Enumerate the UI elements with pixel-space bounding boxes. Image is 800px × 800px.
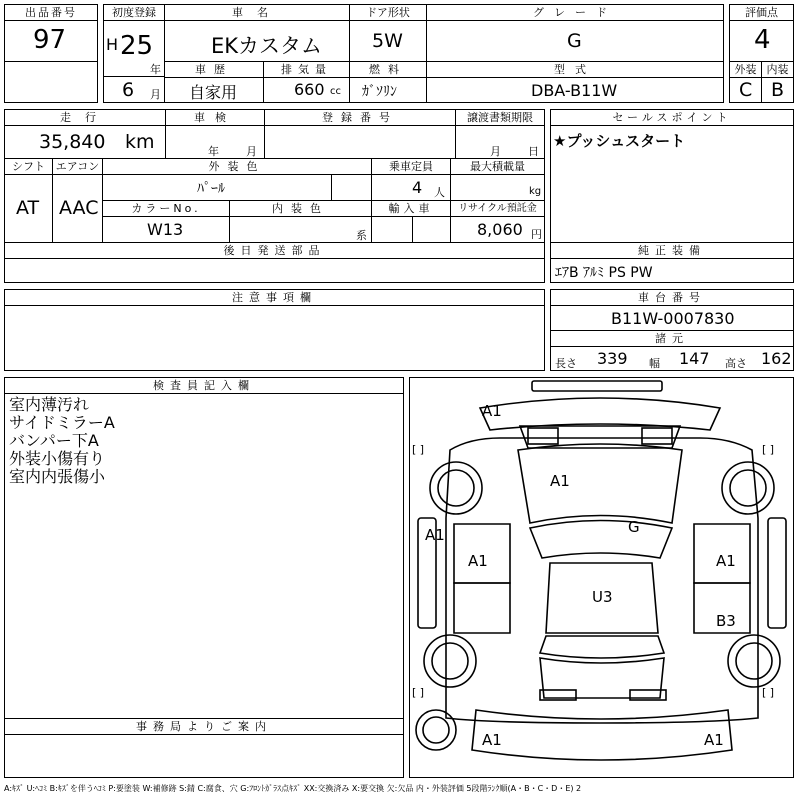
inspection-year-unit: 年 [208,145,219,158]
aircon-value: AAC [59,197,99,219]
height-value: 162 [761,349,792,368]
exterior-color-extra [331,174,372,201]
history-header: 車歴 [164,61,264,78]
fuel-header: 燃料 [349,61,427,78]
specs-header: 諸元 [550,330,794,347]
model-value: DBA-B11W [531,81,618,100]
color-number-header: カラーNo. [102,200,230,217]
month-value: 6 [122,79,135,101]
color-number-value: W13 [147,220,184,239]
sales-point-header: セールスポイント [550,109,794,126]
inspector-header: 検査員記入欄 [4,377,404,394]
hood-shape [518,444,682,523]
import-header: 輸入車 [371,200,451,217]
legend-text: A:ｷｽﾞ U:ﾍｺﾐ B:ｷｽﾞを伴うﾍｺﾐ P:要塗装 W:補修跡 S:錆 C:腐食、穴 G:ﾌﾛﾝﾄｶﾞﾗｽ点ｷｽﾞ XX:交換済み X:要交換 欠:欠品 内・外装評価 5段階ﾗﾝｸ順(A・B・C・D・E) 2 [4,784,582,793]
exterior-cell [729,77,762,103]
recycle-header: リサイクル預託金 [450,200,545,217]
color-number-cell [102,216,230,243]
month-unit: 月 [150,88,161,101]
import-cell-a [371,216,413,243]
grade-value: G [567,30,582,52]
capacity-value: 4 [412,178,423,197]
bracket-right-front: [ ] [762,443,775,456]
car-diagram [410,378,793,777]
rear-window-shape [540,636,664,658]
displacement-value: 660 [294,80,325,99]
fuel-cell [349,77,427,103]
capacity-unit: 人 [434,186,445,199]
transfer-day-unit: 日 [528,145,539,158]
mileage-unit: km [125,131,155,153]
grade-header: グレード [426,4,724,21]
registration-number-header: 登録番号 [264,109,456,126]
transfer-deadline-header: 譲渡書類期限 [455,109,545,126]
bracket-left-rear: [ ] [412,686,425,699]
interior-color-unit: 系 [356,229,367,242]
note-line: 外装小傷有り [9,449,106,468]
shift-header: シフト [4,158,53,175]
shift-value: AT [16,197,40,219]
lot-number-value: 97 [33,25,67,55]
bracket-left-front: [ ] [412,443,425,456]
max-load-header: 最大積載量 [450,158,545,175]
chassis-value: B11W-0007830 [611,309,735,328]
interior-color-cell [229,216,372,243]
mark-rear-bumper-left: A1 [482,731,502,749]
left-headlight [528,428,558,444]
recycle-value: 8,060 [477,220,523,239]
model-cell [426,77,724,103]
sales-point-cell [550,125,794,243]
chassis-header: 車台番号 [550,289,794,306]
door-cell [349,20,427,62]
mileage-value: 35,840 [39,131,106,153]
right-headlight [642,428,672,444]
length-label: 長さ [555,357,577,370]
length-value: 339 [597,349,628,368]
inspection-header: 車検 [165,109,265,126]
exterior-color-value: ﾊﾟｰﾙ [197,181,225,197]
note-line: 室内薄汚れ [9,395,90,414]
note-line: バンパー下A [9,431,99,450]
spare-wheel [416,710,456,750]
mark-windshield: G [628,518,640,536]
recycle-unit: 円 [531,228,542,241]
transfer-deadline-cell [455,125,545,159]
office-cell [4,734,404,778]
interior-cell [761,77,794,103]
interior-color-header: 内装色 [229,200,372,217]
note-line: 室内内張傷小 [9,467,106,486]
later-parts-header: 後日発送部品 [4,242,545,259]
max-load-cell [450,174,545,201]
sales-point-value: ★プッシュスタート [553,132,686,150]
car-diagram-frame [409,377,794,778]
rear-hatch-shape [540,658,664,698]
height-label: 高さ [725,357,747,370]
caution-cell [4,305,545,371]
chassis-cell [550,305,794,331]
door-header: ドア形状 [349,4,427,21]
mark-front-bumper: A1 [482,402,502,420]
history-value: 自家用 [189,83,238,102]
grade-cell [426,20,724,62]
car-name-cell [164,20,350,62]
aircon-header: エアコン [52,158,103,175]
specs-cell [550,346,794,371]
capacity-header: 乗車定員 [371,158,451,175]
mileage-header: 走行 [4,109,166,126]
lot-number-cell [4,20,98,62]
year-value: 25 [120,31,154,61]
later-parts-cell [4,258,545,283]
equipment-value: ｴｱB ｱﾙﾐ PS PW [555,265,653,281]
first-registration-cell [103,20,165,77]
body-outline [446,438,758,723]
aircon-cell [52,174,103,243]
interior-value: B [771,79,785,101]
right-side-strip [768,518,786,628]
caution-header: 注意事項欄 [4,289,545,306]
score-value: 4 [754,25,771,55]
mark-front-door-right: A1 [716,552,736,570]
lot-number-header: 出品番号 [4,4,98,21]
first-registration-header: 初度登録 [103,4,165,21]
width-label: 幅 [649,357,660,370]
mark-roof: U3 [592,588,613,606]
recycle-cell [450,216,545,243]
windshield-shape [530,521,672,559]
car-name-header: 車名 [164,4,350,21]
max-load-unit: kg [529,186,542,197]
bracket-right-rear: [ ] [762,686,775,699]
score-cell [729,20,794,62]
capacity-cell [371,174,451,201]
front-top-bar [532,381,662,391]
year-unit: 年 [150,63,161,76]
displacement-unit: cc [330,86,341,97]
office-header: 事務局よりご案内 [4,718,404,735]
import-cell-b [412,216,451,243]
displacement-cell [263,77,350,103]
transfer-month-unit: 月 [490,145,501,158]
lot-number-blank [4,61,98,103]
door-value: 5W [372,30,403,52]
note-line: サイドミラーA [9,413,115,432]
mark-rear-door-right: B3 [716,612,736,630]
shift-cell [4,174,53,243]
mark-front-fender-left: A1 [425,526,445,544]
exterior-value: C [739,79,753,101]
mark-hood: A1 [550,472,570,490]
left-rear-door-shape [454,583,510,633]
inspection-cell [165,125,265,159]
mileage-cell [4,125,166,159]
score-header: 評価点 [729,4,794,21]
width-value: 147 [679,349,710,368]
equipment-cell [550,258,794,283]
history-cell [164,77,264,103]
first-registration-month-cell [103,76,165,103]
mark-front-door-left: A1 [468,552,488,570]
rear-bumper-shape [472,710,732,760]
mark-rear-bumper-right: A1 [704,731,724,749]
inspector-notes [4,393,404,719]
era-value: H [106,35,119,54]
model-header: 型式 [426,61,724,78]
car-name-value: EKカスタム [211,34,323,58]
inspection-month-unit: 月 [246,145,257,158]
exterior-color-header: 外装色 [102,158,372,175]
fuel-value: ｶﾞｿﾘﾝ [362,84,397,100]
registration-number-cell [264,125,456,159]
interior-header: 内装 [761,61,794,78]
displacement-header: 排気量 [263,61,350,78]
equipment-header: 純正装備 [550,242,794,259]
exterior-header: 外装 [729,61,762,78]
exterior-color-cell [102,174,332,201]
